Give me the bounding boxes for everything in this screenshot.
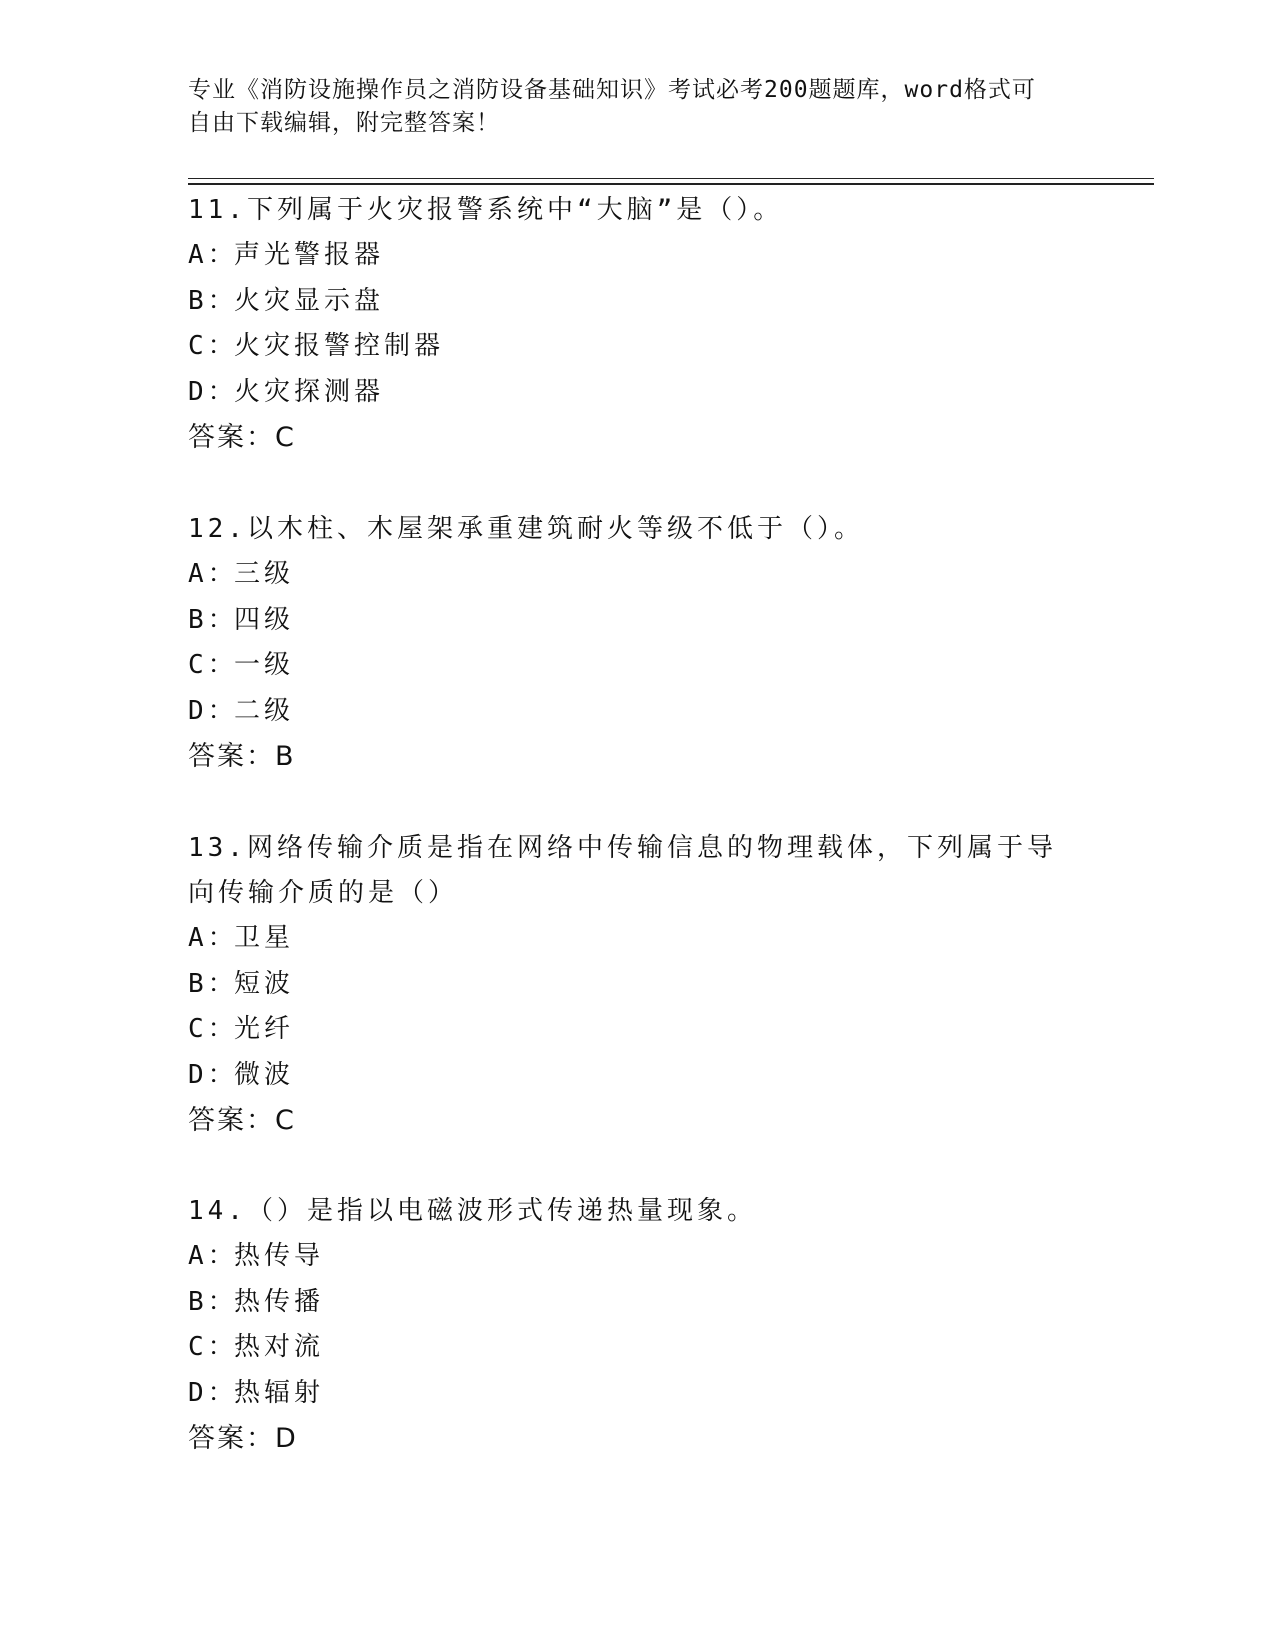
option-key: A： (188, 240, 238, 270)
option-text: 光纤 (234, 1014, 295, 1044)
question-stem: 12.以木柱、木屋架承重建筑耐火等级不低于（）。 (188, 514, 864, 544)
option-key: B： (188, 1286, 238, 1317)
header-line-2: 自由下载编辑，附完整答案！ (188, 110, 500, 136)
option-key: A： (188, 1241, 238, 1271)
option-d (188, 1053, 1068, 1099)
option-c (188, 1007, 1068, 1053)
option-key: B： (188, 968, 238, 999)
option-text: 火灾探测器 (234, 376, 385, 407)
option-d (188, 370, 1088, 416)
option-key: C： (188, 331, 238, 361)
document-header (188, 74, 1068, 140)
option-key: A： (188, 923, 238, 953)
option-a (188, 552, 1088, 598)
option-a (188, 1234, 1088, 1280)
option-d (188, 1371, 1088, 1417)
option-b (188, 962, 1068, 1008)
answer-line: 答案：B (188, 741, 296, 772)
option-a (188, 916, 1068, 962)
option-text: 火灾显示盘 (234, 285, 385, 316)
option-text: 声光警报器 (234, 240, 385, 270)
question-block (188, 826, 1068, 1143)
option-key: B： (188, 604, 238, 635)
option-key: D： (188, 695, 238, 726)
option-c (188, 324, 1088, 370)
question-stem: 13.网络传输介质是指在网络中传输信息的物理载体，下列属于导向传输介质的是（） (188, 833, 1057, 908)
option-c (188, 643, 1088, 689)
option-text: 火灾报警控制器 (234, 331, 445, 361)
option-c (188, 1325, 1088, 1371)
option-text: 卫星 (234, 923, 295, 953)
option-b (188, 279, 1088, 325)
question-block (188, 188, 1088, 460)
answer-line: 答案：C (188, 1105, 296, 1136)
option-b (188, 1280, 1088, 1326)
option-text: 二级 (234, 695, 295, 726)
option-d (188, 689, 1088, 735)
question-stem: 11.下列属于火灾报警系统中“大脑”是（）。 (188, 195, 784, 225)
header-divider-thin (188, 178, 1154, 179)
option-key: C： (188, 1014, 238, 1044)
option-text: 四级 (234, 604, 295, 635)
option-text: 热对流 (234, 1332, 325, 1362)
option-text: 微波 (234, 1059, 295, 1090)
option-key: D： (188, 1377, 238, 1408)
question-stem: 14.（）是指以电磁波形式传递热量现象。 (188, 1196, 757, 1226)
answer-line: 答案：C (188, 422, 296, 453)
option-key: B： (188, 285, 238, 316)
option-text: 热辐射 (234, 1377, 325, 1408)
option-b (188, 598, 1088, 644)
question-block (188, 1189, 1088, 1461)
option-text: 一级 (234, 650, 295, 680)
option-key: C： (188, 1332, 238, 1362)
header-line-1: 专业《消防设施操作员之消防设备基础知识》考试必考200题题库，word格式可 (188, 77, 1036, 103)
header-divider-thick (188, 183, 1154, 185)
option-key: A： (188, 559, 238, 589)
option-text: 热传播 (234, 1286, 325, 1317)
option-text: 热传导 (234, 1241, 325, 1271)
option-text: 短波 (234, 968, 295, 999)
option-key: D： (188, 1059, 238, 1090)
option-text: 三级 (234, 559, 295, 589)
option-key: C： (188, 650, 238, 680)
question-block (188, 507, 1088, 779)
option-key: D： (188, 376, 238, 407)
answer-line: 答案：D (188, 1423, 298, 1454)
option-a (188, 233, 1088, 279)
